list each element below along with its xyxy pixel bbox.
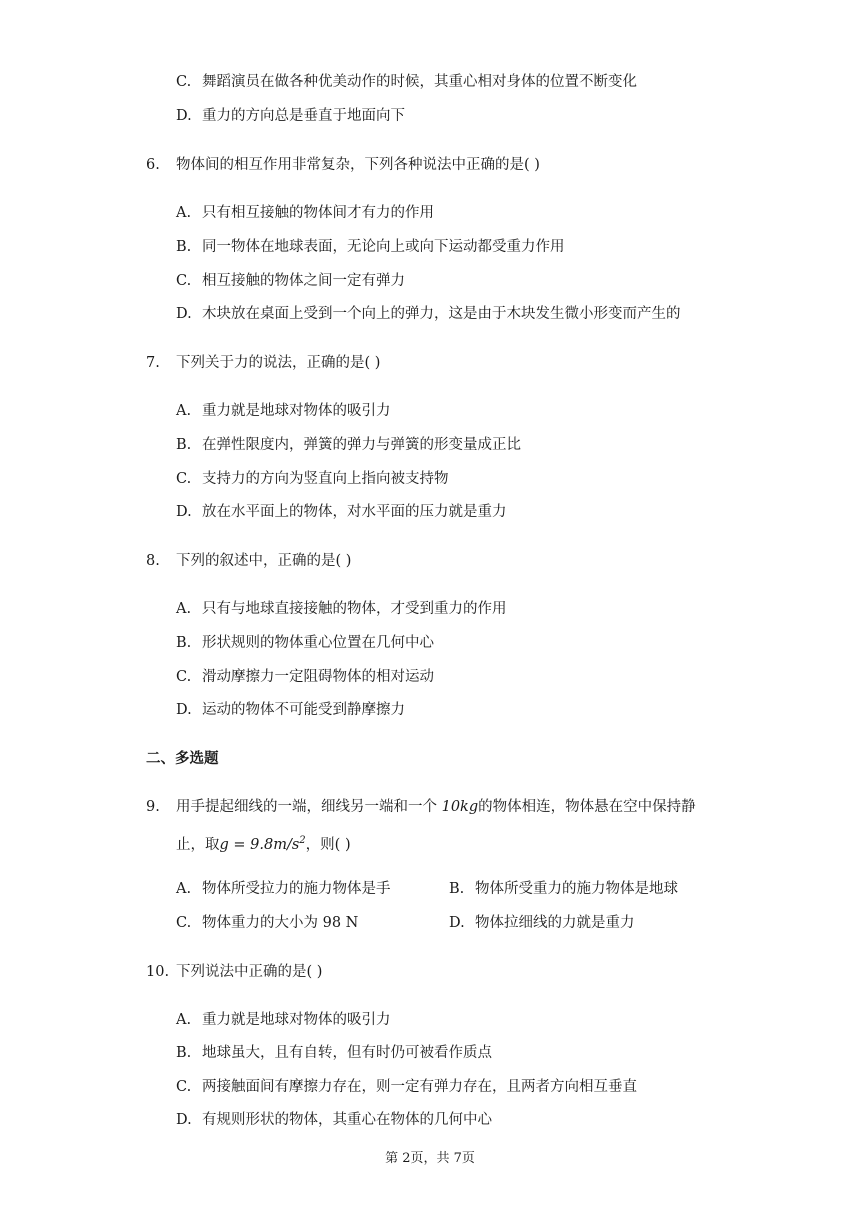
option-text: 有规则形状的物体，其重心在物体的几何中心 [202, 1112, 492, 1128]
option-10d [176, 1110, 492, 1130]
option-8d [176, 700, 405, 720]
option-8b [176, 633, 434, 653]
option-9c [176, 913, 358, 933]
option-text: 只有与地球直接接触的物体，才受到重力的作用 [202, 601, 507, 617]
option-text: 舞蹈演员在做各种优美动作的时候，其重心相对身体的位置不断变化 [202, 74, 637, 90]
option-letter: B. [176, 635, 192, 651]
option-letter: A. [176, 1012, 192, 1028]
option-6c [176, 271, 405, 291]
option-letter: D. [176, 702, 192, 718]
option-text: 物体所受拉力的施力物体是手 [202, 881, 391, 897]
question-text: 下列说法中正确的是( ) [176, 964, 323, 980]
option-letter: D. [449, 915, 465, 931]
option-letter: D. [176, 1112, 192, 1128]
option-letter: A. [176, 205, 192, 221]
option-7d [176, 502, 507, 522]
question-text: 下列关于力的说法，正确的是( ) [176, 355, 381, 371]
option-letter: C. [176, 471, 192, 487]
option-letter: A. [176, 601, 192, 617]
option-text: 木块放在桌面上受到一个向上的弹力，这是由于木块发生微小形变而产生的 [202, 306, 681, 322]
question-9-stem-line-2 [176, 831, 351, 855]
question-number: 9. [146, 799, 160, 815]
option-text: 物体拉细线的力就是重力 [475, 915, 635, 931]
page-footer: 第 2页，共 7页 [385, 1151, 475, 1166]
option-8c [176, 667, 434, 687]
question-text-part: 用手提起细线的一端，细线另一端和一个 [176, 799, 437, 815]
option-text: 在弹性限度内，弹簧的弹力与弹簧的形变量成正比 [202, 437, 521, 453]
question-number: 6. [146, 157, 160, 173]
option-letter: C. [176, 74, 192, 90]
option-letter: D. [176, 108, 192, 124]
option-7a [176, 401, 391, 421]
option-text: 同一物体在地球表面，无论向上或向下运动都受重力作用 [202, 239, 565, 255]
option-text: 重力就是地球对物体的吸引力 [202, 1012, 391, 1028]
option-text: 地球虽大，且有自转，但有时仍可被看作质点 [202, 1045, 492, 1061]
option-9b [449, 879, 678, 899]
option-letter: D. [176, 306, 192, 322]
option-letter: B. [449, 881, 465, 897]
option-text: 两接触面间有摩擦力存在，则一定有弹力存在，且两者方向相互垂直 [202, 1079, 637, 1095]
option-letter: B. [176, 437, 192, 453]
option-letter: A. [176, 881, 192, 897]
option-10c [176, 1077, 637, 1097]
option-7c [176, 469, 449, 489]
option-8a [176, 599, 507, 619]
option-letter: C. [176, 273, 192, 289]
option-text: 只有相互接触的物体间才有力的作用 [202, 205, 434, 221]
question-number: 10. [146, 964, 170, 980]
option-letter: B. [176, 1045, 192, 1061]
option-9a [176, 879, 391, 899]
option-7b [176, 435, 521, 455]
option-letter: C. [176, 915, 192, 931]
question-number: 8. [146, 553, 160, 569]
option-10a [176, 1010, 391, 1030]
option-text: 支持力的方向为竖直向上指向被支持物 [202, 471, 449, 487]
option-letter: C. [176, 1079, 192, 1095]
option-text: 放在水平面上的物体，对水平面的压力就是重力 [202, 504, 507, 520]
question-text: 下列的叙述中，正确的是( ) [176, 553, 352, 569]
question-text [176, 797, 696, 817]
option-6a [176, 203, 434, 223]
option-text: 重力就是地球对物体的吸引力 [202, 403, 391, 419]
option-letter: B. [176, 239, 192, 255]
option-5d [176, 106, 405, 126]
option-text: 滑动摩擦力一定阻碍物体的相对运动 [202, 669, 434, 685]
option-letter: C. [176, 669, 192, 685]
math-exponent: 2 [299, 835, 306, 846]
question-text: 物体间的相互作用非常复杂，下列各种说法中正确的是( ) [176, 157, 540, 173]
question-text-part: ，则( ) [305, 836, 351, 853]
option-text: 物体重力的大小为 98 N [202, 915, 359, 931]
option-9d [449, 913, 635, 933]
section-heading: 二、多选题 [146, 750, 219, 767]
option-10b [176, 1043, 492, 1063]
option-letter: A. [176, 403, 192, 419]
question-text-part: 的物体相连，物体悬在空中保持静 [478, 799, 696, 815]
option-6b [176, 237, 565, 257]
option-text: 运动的物体不可能受到静摩擦力 [202, 702, 405, 718]
option-text: 形状规则的物体重心位置在几何中心 [202, 635, 434, 651]
math-gravity-text: g = 9.8m/s [219, 836, 300, 853]
option-letter: D. [176, 504, 192, 520]
question-number: 7. [146, 355, 160, 371]
question-text-part: 止，取 [176, 836, 220, 853]
option-5c [176, 72, 637, 92]
option-text: 重力的方向总是垂直于地面向下 [202, 108, 405, 124]
math-gravity [220, 837, 306, 853]
option-6d [176, 304, 681, 324]
math-mass: 10kg [437, 799, 479, 815]
option-text: 物体所受重力的施力物体是地球 [475, 881, 678, 897]
option-text: 相互接触的物体之间一定有弹力 [202, 273, 405, 289]
